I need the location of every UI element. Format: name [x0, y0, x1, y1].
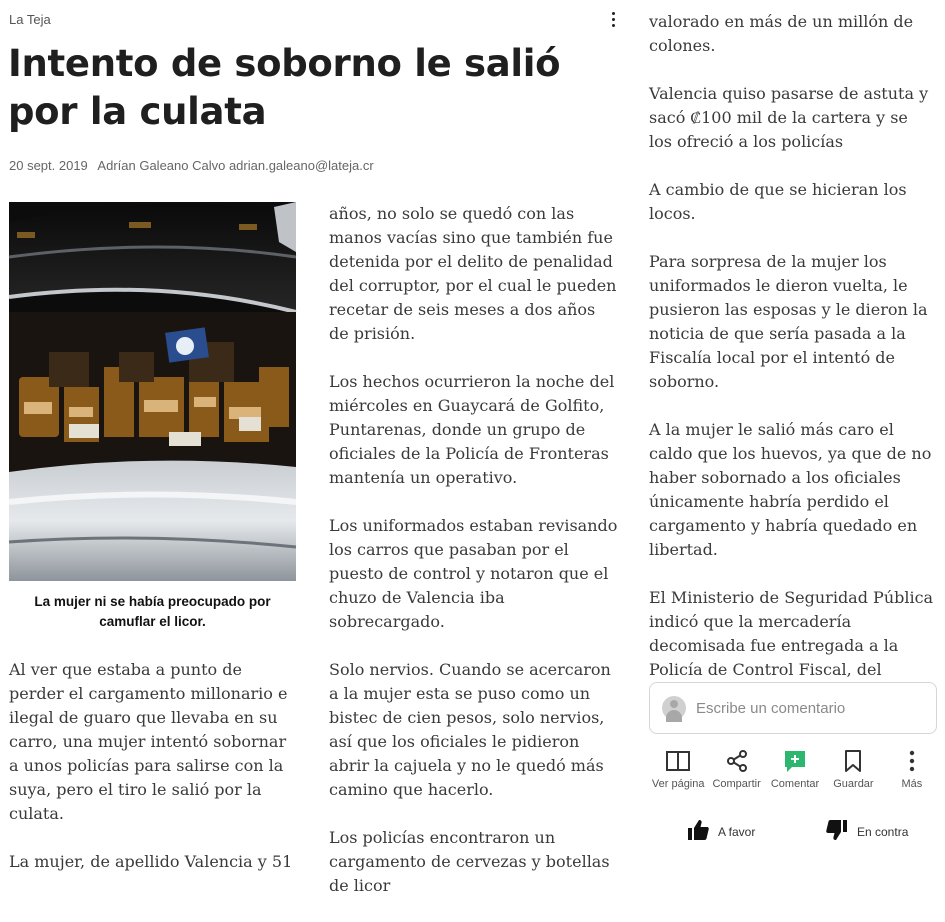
- thumbs-up-icon: [686, 818, 710, 846]
- paragraph: Al ver que estaba a punto de perder el cargamento millonario e ilegal de guaro que llevaba en su carro, una mujer intentó sobornar a unos policías para salirse con la suya, pero el tiro le salió por la culata.: [9, 660, 288, 823]
- publisher-name: La Teja: [9, 12, 51, 27]
- article-photo: [9, 202, 296, 581]
- article-author: Adrían Galeano Calvo adrian.galeano@lateja.cr: [97, 158, 374, 173]
- paragraph: Los hechos ocurrieron la noche del miércoles en Guaycará de Golfito, Puntarenas, donde un grupo de oficiales de la Policía de Fronteras mantenía un operativo.: [329, 372, 615, 487]
- bookmark-icon: [844, 748, 862, 774]
- car-trunk-liquor-image: [9, 202, 296, 581]
- paragraph: El Ministerio de Seguridad Pública indicó que la mercadería decomisada fue entregada a la Policía de Control Fiscal, del: [649, 588, 934, 679]
- more-vertical-icon: [909, 748, 915, 774]
- thumbs-down-button[interactable]: [825, 818, 908, 846]
- photo-caption: La mujer ni se había preocupado por camuflar el licor.: [34, 594, 271, 629]
- view-page-label: Ver página: [651, 778, 705, 790]
- comment-placeholder: Escribe un comentario: [696, 699, 846, 717]
- article-title: Intento de soborno le salió por la culata: [8, 42, 561, 133]
- more-button[interactable]: [883, 748, 941, 796]
- comment-button[interactable]: [766, 748, 824, 796]
- paragraph: años, no solo se quedó con las manos vacías sino que también fue detenida por el delito de penalidad del corruptor, por el cual le pueden recetar de seis meses a dos años de prisión.: [329, 204, 617, 343]
- share-button[interactable]: [707, 748, 765, 796]
- save-button[interactable]: [824, 748, 882, 796]
- thumbs-up-button[interactable]: [686, 818, 755, 846]
- book-open-icon: [666, 748, 690, 774]
- more-options-icon[interactable]: [604, 8, 622, 30]
- article-column-3: [649, 10, 935, 730]
- paragraph: valorado en más de un millón de colones.: [649, 12, 914, 55]
- article-date: 20 sept. 2019: [9, 158, 88, 173]
- paragraph: A cambio de que se hicieran los locos.: [649, 180, 907, 223]
- favor-label: A favor: [718, 825, 756, 839]
- paragraph: A la mujer le salió más caro el caldo que los huevos, ya que de no haber sobornado a los oficiales únicamente habría perdido el cargamento y habría quedado en libertad.: [649, 420, 932, 559]
- article-column-2: [329, 202, 619, 922]
- action-toolbar: [649, 748, 941, 796]
- comment-label: Comentar: [770, 778, 820, 790]
- paragraph: La mujer, de apellido Valencia y 51: [9, 852, 293, 871]
- share-icon: [726, 748, 748, 774]
- contra-label: En contra: [857, 825, 909, 839]
- comment-plus-icon: [783, 748, 807, 774]
- more-label: Más: [901, 778, 923, 790]
- paragraph: Valencia quiso pasarse de astuta y sacó ₡100 mil de la cartera y se los ofreció a los policías: [649, 84, 929, 151]
- article-meta: [9, 158, 374, 173]
- paragraph: Los policías encontraron un cargamento de cervezas y botellas de licor: [329, 828, 610, 895]
- share-label: Compartir: [712, 778, 761, 790]
- view-page-button[interactable]: [649, 748, 707, 796]
- article-column-1: [9, 658, 297, 898]
- comment-input[interactable]: [649, 682, 937, 734]
- save-label: Guardar: [833, 778, 874, 790]
- paragraph: Para sorpresa de la mujer los uniformados le dieron vuelta, le pusieron las esposas y le dieron la noticia de que sería pasada a la Fiscalía local por el intentó de soborno.: [649, 252, 928, 391]
- avatar-icon: [662, 696, 686, 720]
- thumbs-down-icon: [825, 818, 849, 846]
- paragraph: Los uniformados estaban revisando los carros que pasaban por el puesto de control y notaron que el chuzo de Valencia iba sobrecargado.: [329, 516, 618, 631]
- paragraph: Solo nervios. Cuando se acercaron a la mujer esta se puso como un bistec de cien pesos, solo nervios, así que los oficiales le pidieron abrir la cajuela y no le quedó más camino que hacerlo.: [329, 660, 611, 799]
